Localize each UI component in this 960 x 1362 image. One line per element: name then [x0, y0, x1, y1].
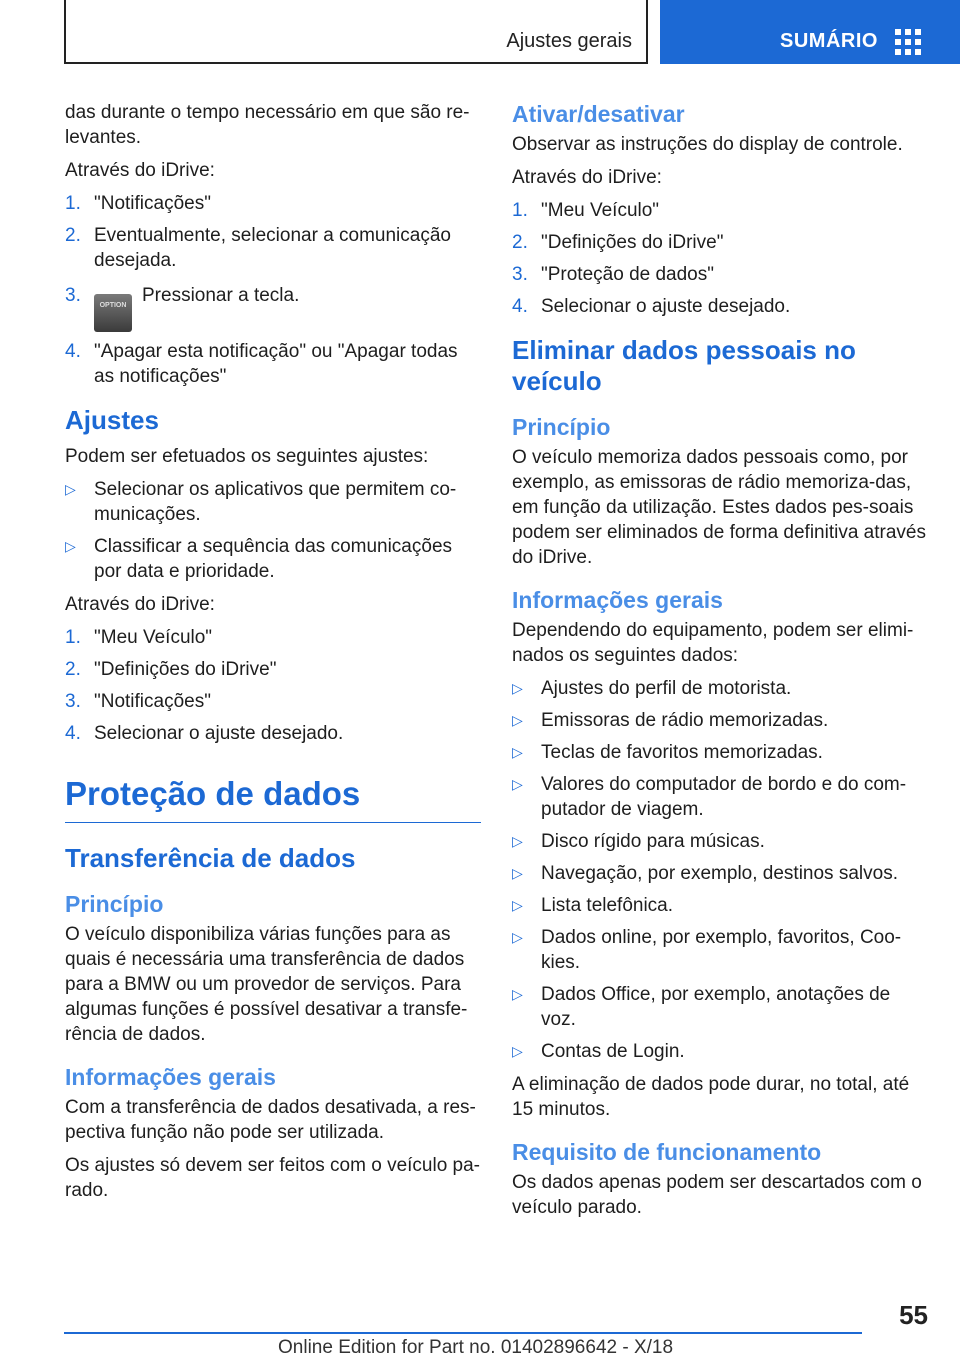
item-number: 3.: [65, 285, 81, 306]
paragraph: O veículo disponibiliza várias funções para as quais é necessária uma transferência de dados para a BMW ou um provedor de serviços. Para algumas funções é possível desativar a transfe-rência de dados.: [65, 924, 468, 1045]
list-item: [65, 689, 481, 714]
heading-ativar-desativar: Ativar/desativar: [512, 101, 685, 127]
item-text: "Proteção de dados": [541, 264, 714, 285]
bullet-icon: ▷: [512, 929, 523, 945]
heading-ajustes: Ajustes: [65, 405, 159, 435]
heading-protecao-de-dados: Proteção de dados: [65, 774, 481, 823]
footer-divider: [64, 1332, 862, 1334]
item-text: Disco rígido para músicas.: [541, 831, 765, 852]
item-number: 3.: [65, 691, 81, 712]
list-item: [512, 708, 926, 733]
list-item: [512, 1039, 926, 1064]
heading-informacoes-gerais: Informações gerais: [65, 1064, 276, 1090]
item-number: 2.: [512, 232, 528, 253]
paragraph: Podem ser efetuados os seguintes ajustes:: [65, 446, 429, 467]
paragraph: das durante o tempo necessário em que são re-levantes.: [65, 102, 470, 148]
item-text: Navegação, por exemplo, destinos salvos.: [541, 863, 898, 884]
list-item: [65, 625, 481, 650]
item-number: 1.: [512, 200, 528, 221]
item-text: Teclas de favoritos memorizadas.: [541, 742, 823, 763]
bullet-icon: ▷: [512, 1043, 523, 1059]
item-number: 2.: [65, 659, 81, 680]
item-text: Contas de Login.: [541, 1041, 685, 1062]
item-text: Pressionar a tecla.: [142, 285, 300, 306]
item-text: Valores do computador de bordo e do com-putador de viagem.: [541, 774, 907, 820]
item-text: Ajustes do perfil de motorista.: [541, 678, 792, 699]
sumario-label: SUMÁRIO: [780, 30, 878, 52]
list-item: [512, 230, 926, 255]
paragraph: Os ajustes só devem ser feitos com o veículo pa-rado.: [65, 1155, 481, 1201]
list-item: [512, 893, 926, 918]
numbered-list: [512, 198, 926, 319]
section-title: Ajustes gerais: [506, 30, 632, 52]
heading-principio: Princípio: [65, 891, 164, 917]
heading-transferencia: Transferência de dados: [65, 843, 356, 873]
item-number: 4.: [65, 723, 81, 744]
paragraph: Com a transferência de dados desativada, a res-pectiva função não pode ser utilizada.: [65, 1097, 476, 1143]
paragraph: Dependendo do equipamento, podem ser elimi-nados os seguintes dados:: [512, 620, 914, 666]
sumario-button[interactable]: [660, 0, 960, 64]
paragraph: O veículo memoriza dados pessoais como, por exemplo, as emissoras de rádio memoriza-das, em função da utilização. Estes dados pes-soais podem ser eliminados de forma definitiva através do iDrive.: [512, 447, 926, 568]
item-text: "Definições do iDrive": [541, 232, 724, 253]
list-item: [65, 339, 481, 389]
item-number: 3.: [512, 264, 528, 285]
list-item: [512, 772, 926, 822]
item-number: 1.: [65, 193, 81, 214]
item-text: "Notificações": [94, 193, 211, 214]
item-text: Selecionar o ajuste desejado.: [541, 296, 791, 317]
bullet-icon: ▷: [512, 897, 523, 913]
item-number: 1.: [65, 627, 81, 648]
item-number: 4.: [512, 296, 528, 317]
item-text: Eventualmente, selecionar a comunicação desejada.: [94, 225, 451, 271]
grid-icon: [895, 29, 921, 55]
page-number: 55: [899, 1300, 928, 1330]
right-column: [512, 100, 926, 1228]
list-item: [512, 925, 926, 975]
bullet-icon: ▷: [512, 744, 523, 760]
list-item: [512, 982, 926, 1032]
bullet-icon: ▷: [512, 833, 523, 849]
bullet-list: [512, 676, 926, 1064]
heading-requisito: Requisito de funcionamento: [512, 1139, 822, 1165]
item-text: Classificar a sequência das comunicações por data e prioridade.: [94, 536, 453, 582]
item-text: Lista telefônica.: [541, 895, 674, 916]
list-item: [65, 283, 481, 332]
bullet-icon: ▷: [65, 538, 76, 554]
paragraph: Através do iDrive:: [65, 594, 215, 615]
list-item: [65, 657, 481, 682]
list-item: [512, 294, 926, 319]
numbered-list: [65, 191, 481, 389]
bullet-icon: ▷: [512, 986, 523, 1002]
paragraph: Através do iDrive:: [512, 167, 662, 188]
list-item: [512, 676, 926, 701]
list-item: [512, 262, 926, 287]
list-item: [65, 721, 481, 746]
item-number: 4.: [65, 341, 81, 362]
bullet-icon: ▷: [65, 481, 76, 497]
heading-eliminar-dados: Eliminar dados pessoais no veículo: [512, 335, 856, 396]
item-text: Dados online, por exemplo, favoritos, Coo-kies.: [541, 927, 902, 973]
paragraph: Através do iDrive:: [65, 160, 215, 181]
list-item: [65, 477, 481, 527]
bullet-icon: ▷: [512, 712, 523, 728]
list-item: [512, 829, 926, 854]
bullet-list: [65, 477, 481, 584]
list-item: [65, 534, 481, 584]
item-text: "Notificações": [94, 691, 211, 712]
item-text: "Meu Veículo": [94, 627, 213, 648]
header-bar: [64, 0, 648, 64]
heading-informacoes-gerais: Informações gerais: [512, 587, 723, 613]
paragraph: Observar as instruções do display de controle.: [512, 134, 903, 155]
list-item: [512, 198, 926, 223]
paragraph: A eliminação de dados pode durar, no total, até 15 minutos.: [512, 1074, 910, 1120]
item-text: "Meu Veículo": [541, 200, 660, 221]
bullet-icon: ▷: [512, 865, 523, 881]
item-text: "Definições do iDrive": [94, 659, 277, 680]
heading-principio: Princípio: [512, 414, 611, 440]
item-number: 2.: [65, 225, 81, 246]
footer-text: Online Edition for Part no. 01402896642 - X/18: [278, 1337, 674, 1358]
item-text: "Apagar esta notificação" ou "Apagar todas as notificações": [94, 341, 458, 387]
list-item: [512, 740, 926, 765]
bullet-icon: ▷: [512, 776, 523, 792]
bullet-icon: ▷: [512, 680, 523, 696]
list-item: [65, 191, 481, 216]
list-item: [512, 861, 926, 886]
item-text: Selecionar os aplicativos que permitem co-municações.: [94, 479, 457, 525]
item-text: Emissoras de rádio memorizadas.: [541, 710, 829, 731]
item-text: Dados Office, por exemplo, anotações de voz.: [541, 984, 891, 1030]
option-key-icon: OPTION: [94, 294, 132, 332]
left-column: [65, 100, 481, 1211]
item-text: Selecionar o ajuste desejado.: [94, 723, 344, 744]
numbered-list: [65, 625, 481, 746]
paragraph: Os dados apenas podem ser descartados com o veículo parado.: [512, 1172, 922, 1218]
list-item: [65, 223, 481, 273]
